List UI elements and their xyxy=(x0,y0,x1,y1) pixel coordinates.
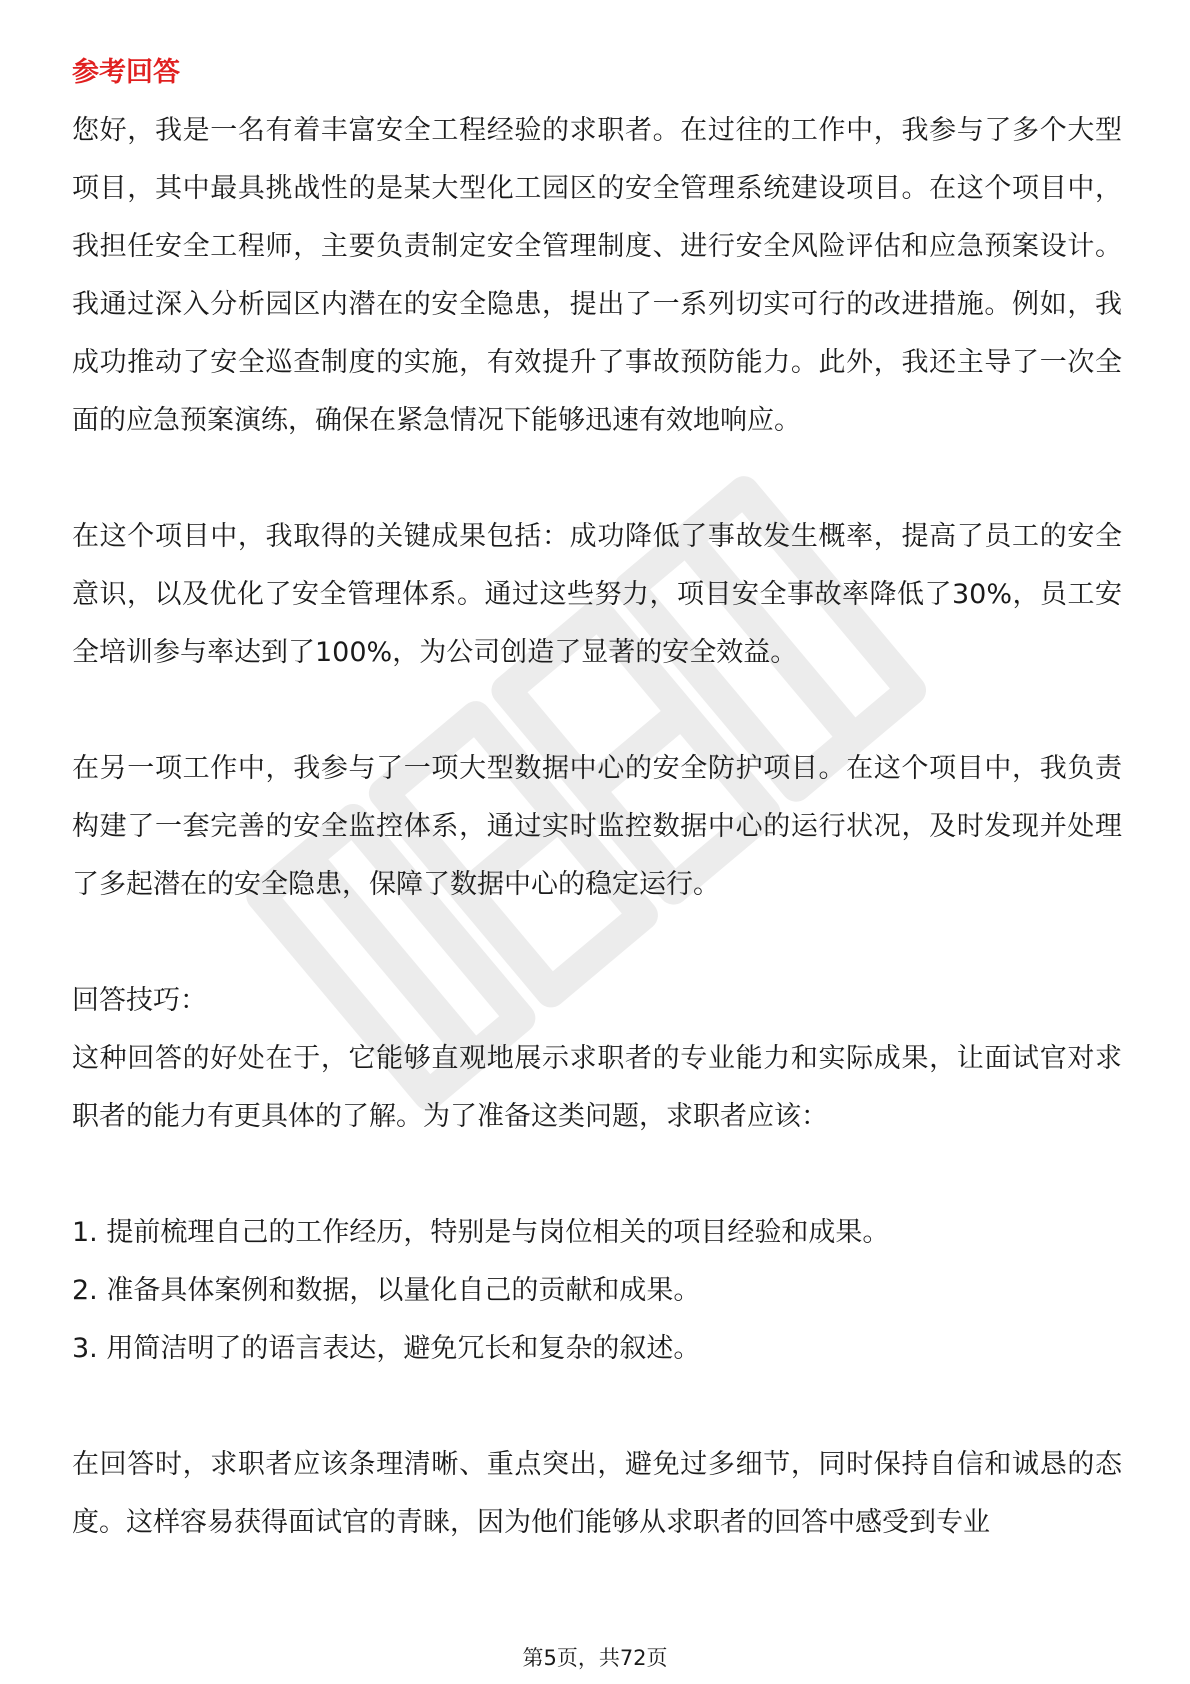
spacer xyxy=(72,1146,1122,1204)
spacer xyxy=(72,450,1122,508)
paragraph-answer-intro: 您好，我是一名有着丰富安全工程经验的求职者。在过往的工作中，我参与了多个大型项目，其中最具挑战性的是某大型化工园区的安全管理系统建设项目。在这个项目中，我担任安全工程师，主要负责制定安全管理制度、进行安全风险评估和应急预案设计。我通过深入分析园区内潜在的安全隐患，提出了一系列切实可行的改进措施。例如，我成功推动了安全巡查制度的实施，有效提升了事故预防能力。此外，我还主导了一次全面的应急预案演练，确保在紧急情况下能够迅速有效地响应。 xyxy=(72,115,1122,436)
list-item: 3. 用简洁明了的语言表达，避免冗长和复杂的叙述。 xyxy=(72,1333,701,1364)
list-item: 1. 提前梳理自己的工作经历，特别是与岗位相关的项目经验和成果。 xyxy=(72,1217,890,1248)
page-number: 第5页，共72页 xyxy=(522,1646,668,1670)
spacer xyxy=(72,914,1122,972)
document-body xyxy=(72,44,1122,1552)
paragraph-key-results: 在这个项目中，我取得的关键成果包括：成功降低了事故发生概率，提高了员工的安全意识，以及优化了安全管理体系。通过这些努力，项目安全事故率降低了30%，员工安全培训参与率达到了100%，为公司创造了显著的安全效益。 xyxy=(72,521,1122,668)
spacer xyxy=(72,682,1122,740)
section-title: 参考回答 xyxy=(72,57,180,88)
paragraph-tips: 这种回答的好处在于，它能够直观地展示求职者的专业能力和实际成果，让面试官对求职者的能力有更具体的了解。为了准备这类问题，求职者应该： xyxy=(72,1043,1122,1132)
spacer xyxy=(72,1378,1122,1436)
list-item: 2. 准备具体案例和数据，以量化自己的贡献和成果。 xyxy=(72,1275,701,1306)
paragraph-conclusion: 在回答时，求职者应该条理清晰、重点突出，避免过多细节，同时保持自信和诚恳的态度。这样容易获得面试官的青睐，因为他们能够从求职者的回答中感受到专业 xyxy=(72,1449,1122,1538)
tips-heading: 回答技巧： xyxy=(72,985,207,1016)
paragraph-data-center: 在另一项工作中，我参与了一项大型数据中心的安全防护项目。在这个项目中，我负责构建了一套完善的安全监控体系，通过实时监控数据中心的运行状况，及时发现并处理了多起潜在的安全隐患，保障了数据中心的稳定运行。 xyxy=(72,753,1122,900)
